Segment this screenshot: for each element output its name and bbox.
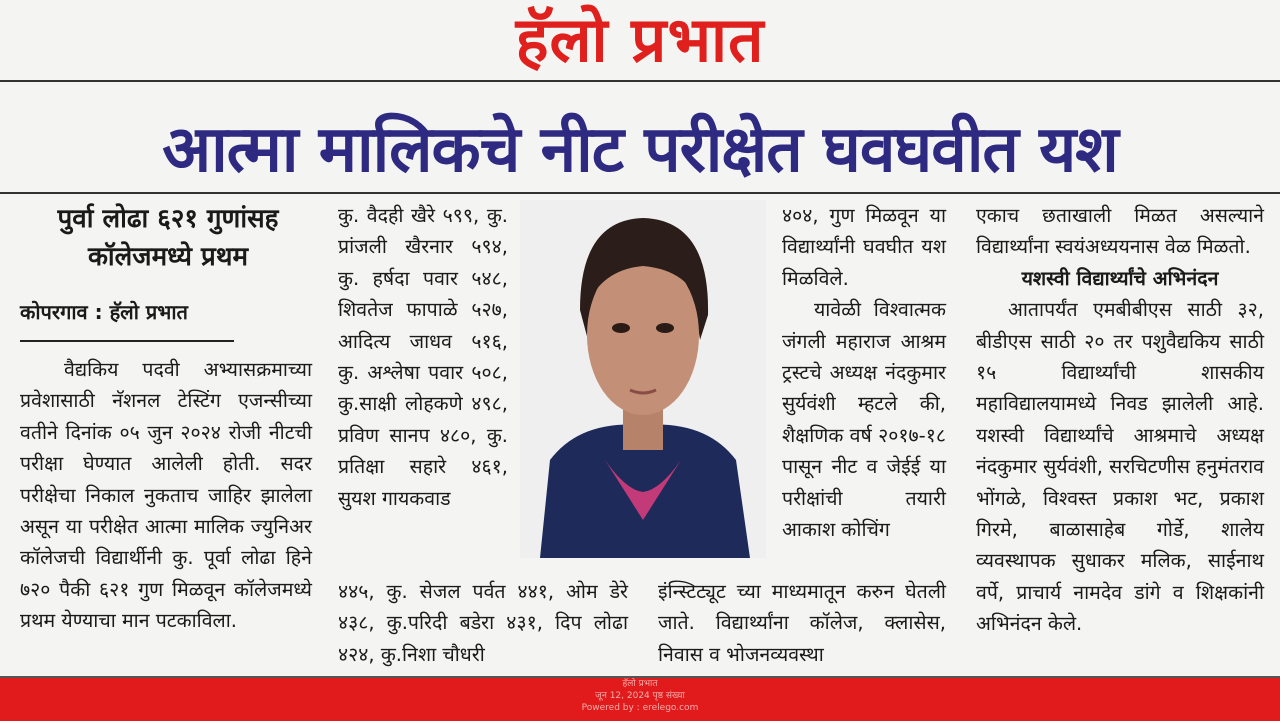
column-2-text: कु. वैदही खैरे ५९९, कु. प्रांजली खैरनार ५९४, कु. हर्षदा पवार ५४८, शिवतेज फापाळे ५२७, आदित्य जाधव ५१६, कु. अश्लेषा पवार ५०८, कु.साक्षी लोहकणे ४९८, प्रविण सानप ४८०, कु. प्रतिक्षा सहारे ४६१, सुयश गायकवाड [338, 204, 508, 510]
dateline-rule [20, 340, 234, 342]
column-1-text: वैद्यकिय पदवी अभ्यासक्रमाच्या प्रवेशासाठी नॅशनल टेस्टिंग एजन्सीच्या वतीने दिनांक ०५ जुन २०२४ रोजी नीटची परीक्षा घेण्यात आलेली होती. सदर परीक्षेचा निकाल नुकताच जाहिर झालेला असून या परीक्षेत आत्मा मालिक ज्युनिअर कॉलेजची विद्यार्थीनी कु. पूर्वा लोढा हिने ७२० पैकी ६२१ गुण मिळवून कॉलेजमध्ये प्रथम येण्याचा मान पटकाविला. [20, 358, 312, 633]
article-column-1 [20, 354, 312, 637]
masthead [0, 0, 1280, 80]
footer-line-2: जून 12, 2024 पृष्ठ संख्या [595, 691, 685, 701]
subhead [18, 200, 318, 276]
column-4-text-2: आतापर्यंत एमबीबीएस साठी ३२, बीडीएस साठी २० तर पशुवैद्यकिय साठी १५ विद्यार्थ्यांची शासकीय महाविद्यालयामध्ये निवड झालेली आहे. यशस्वी विद्यार्थ्यांचे आश्रमाचे अध्यक्ष नंदकुमार सुर्यवंशी, सरचिटणीस हनुमंतराव भोंगळे, विश्वस्त प्रकाश भट, प्रकाश गिरमे, बाळासाहेब गोर्डे, शालेय व्यवस्थापक सुधाकर मलिक, साईनाथ वर्पे, प्राचार्य नामदेव डांगे व शिक्षकांनी अभिनंदन केले. [976, 298, 1264, 636]
section-heading: यशस्वी विद्यार्थ्यांचे अभिनंदन [1021, 266, 1219, 290]
student-photo [520, 200, 766, 558]
dateline: कोपरगाव : हॅलो प्रभात [20, 300, 188, 324]
article-column-2 [338, 200, 508, 514]
footer-line-3: Powered by : erelego.com [581, 703, 699, 713]
article-column-3-bottom [658, 576, 946, 670]
column-3-text: ४०४, गुण मिळवून या विद्यार्थ्यांनी घवघीत यश मिळविले. [782, 204, 946, 290]
column-3-bottom-text: इंन्स्टिट्यूट च्या माध्यमातून करुन घेतली जाते. विद्यार्थ्यांना कॉलेज, क्लासेस, निवास व भोजनव्यवस्था [658, 580, 946, 666]
footer-bar [0, 678, 1280, 721]
subhead-line-1: पुर्वा लोढा ६२१ गुणांसह [57, 204, 279, 234]
column-2-bottom-text: ४४५, कु. सेजल पर्वत ४४१, ओम डेरे ४३८, कु.परिदी बडेरा ४३१, दिप लोढा ४२४, कु.निशा चौधरी [338, 580, 628, 666]
subhead-line-2: कॉलेजमध्ये प्रथम [87, 242, 249, 272]
column-3-text-2: यावेळी विश्वात्मक जंगली महाराज आश्रम ट्रस्टचे अध्यक्ष नंदकुमार सुर्यवंशी म्हटले की, शैक्षणिक वर्ष २०१७-१८ पासून नीट व जेईई या परीक्षांची तयारी आकाश कोचिंग [782, 298, 946, 542]
headline-rule [0, 192, 1280, 194]
article-column-4 [976, 200, 1264, 640]
footer-line-1: हॅलो प्रभात [622, 679, 658, 689]
masthead-title: हॅलो प्रभात [515, 3, 765, 76]
headline: आत्मा मालिकचे नीट परीक्षेत घवघवीत यश [162, 113, 1118, 187]
column-4-text-1: एकाच छताखाली मिळत असल्याने विद्यार्थ्यांना स्वयंअध्ययनास वेळ मिळतो. [976, 204, 1264, 259]
masthead-rule [0, 80, 1280, 82]
article-column-2-bottom [338, 576, 628, 670]
article-column-3 [782, 200, 946, 545]
